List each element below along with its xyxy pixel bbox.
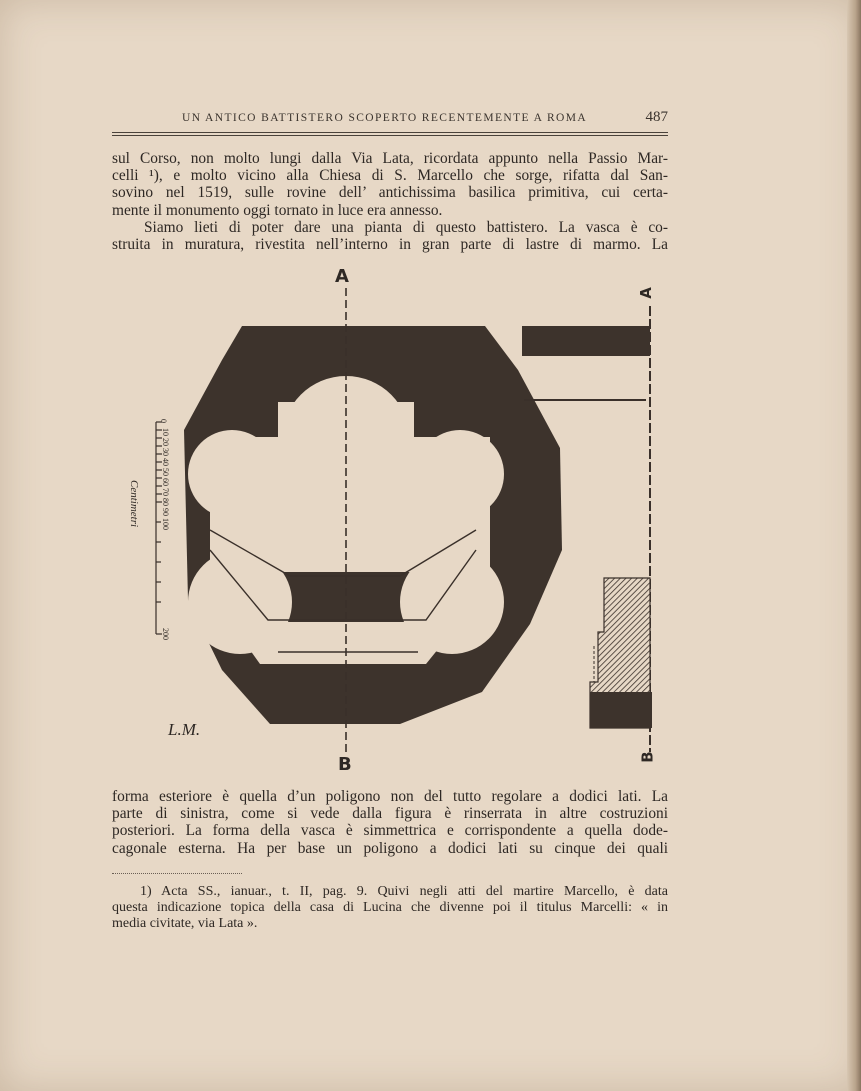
running-title: UN ANTICO BATTISTERO SCOPERTO RECENTEMENTE A ROMA <box>182 112 588 124</box>
footnote-line: 1) Acta SS., ianuar., t. II, pag. 9. Quivi negli atti del martire Marcello, è data <box>140 884 668 899</box>
text-line: celli ¹), e molto vicino alla Chiesa di S. Marcello che sorge, rifatta dal San- <box>112 167 668 185</box>
text-line: posteriori. La forma della vasca è simmettrica e corrispondente a quella dode- <box>112 822 668 840</box>
plan-drawing <box>110 262 670 782</box>
plan-label-b: B <box>338 754 352 775</box>
section-label-a: A <box>636 287 655 299</box>
header-rule <box>112 132 668 133</box>
text-line: forma esteriore è quella d’un poligono non del tutto regolare a dodici lati. La <box>112 788 668 805</box>
page-edge <box>847 0 861 1091</box>
footnote-rule <box>112 873 242 874</box>
scale-tick-label: 0 <box>159 419 168 423</box>
scale-unit-label: Centimetri <box>128 480 140 528</box>
paragraph-top <box>112 150 668 253</box>
section-label-b: B <box>638 751 657 763</box>
footnote-line: media civitate, via Lata ». <box>112 916 258 931</box>
page-number: 487 <box>645 109 668 125</box>
text-line: struita in muratura, rivestita nell’interno in gran parte di lastre di marmo. La <box>112 235 668 253</box>
text-line: parte di sinistra, come si vede dalla figura è rinserrata in altre costruzioni <box>112 805 668 823</box>
paragraph-bottom <box>112 788 668 857</box>
text-line: mente il monumento oggi tornato in luce era annesso. <box>112 201 443 219</box>
text-line: Siamo lieti di poter dare una pianta di questo battistero. La vasca è co- <box>144 218 668 236</box>
running-head <box>112 110 668 132</box>
text-line: sul Corso, non molto lungi dalla Via Lata, ricordata appunto nella Passio Mar- <box>112 150 668 167</box>
scale-tick-label: 100 <box>161 518 170 530</box>
baptistery-plan-figure <box>110 262 670 782</box>
artist-signature: L.M. <box>168 720 201 739</box>
plan-label-a: A <box>335 266 349 287</box>
scale-tick-label: 200 <box>161 628 170 640</box>
footnote <box>112 884 668 932</box>
text-line: cagonale esterna. Ha per base un poligono a dodici lati su cinque dei quali <box>112 839 668 857</box>
header-rule <box>112 135 668 136</box>
scale-tick-label: 10 20 30 40 50 60 70 80 90 <box>161 428 170 516</box>
text-line: sovino nel 1519, sulle rovine dell’ antichissima basilica primitiva, cui certa- <box>112 184 668 202</box>
footnote-line: questa indicazione topica della casa di Lucina che divenne poi il titulus Marcelli: « in <box>112 900 668 915</box>
